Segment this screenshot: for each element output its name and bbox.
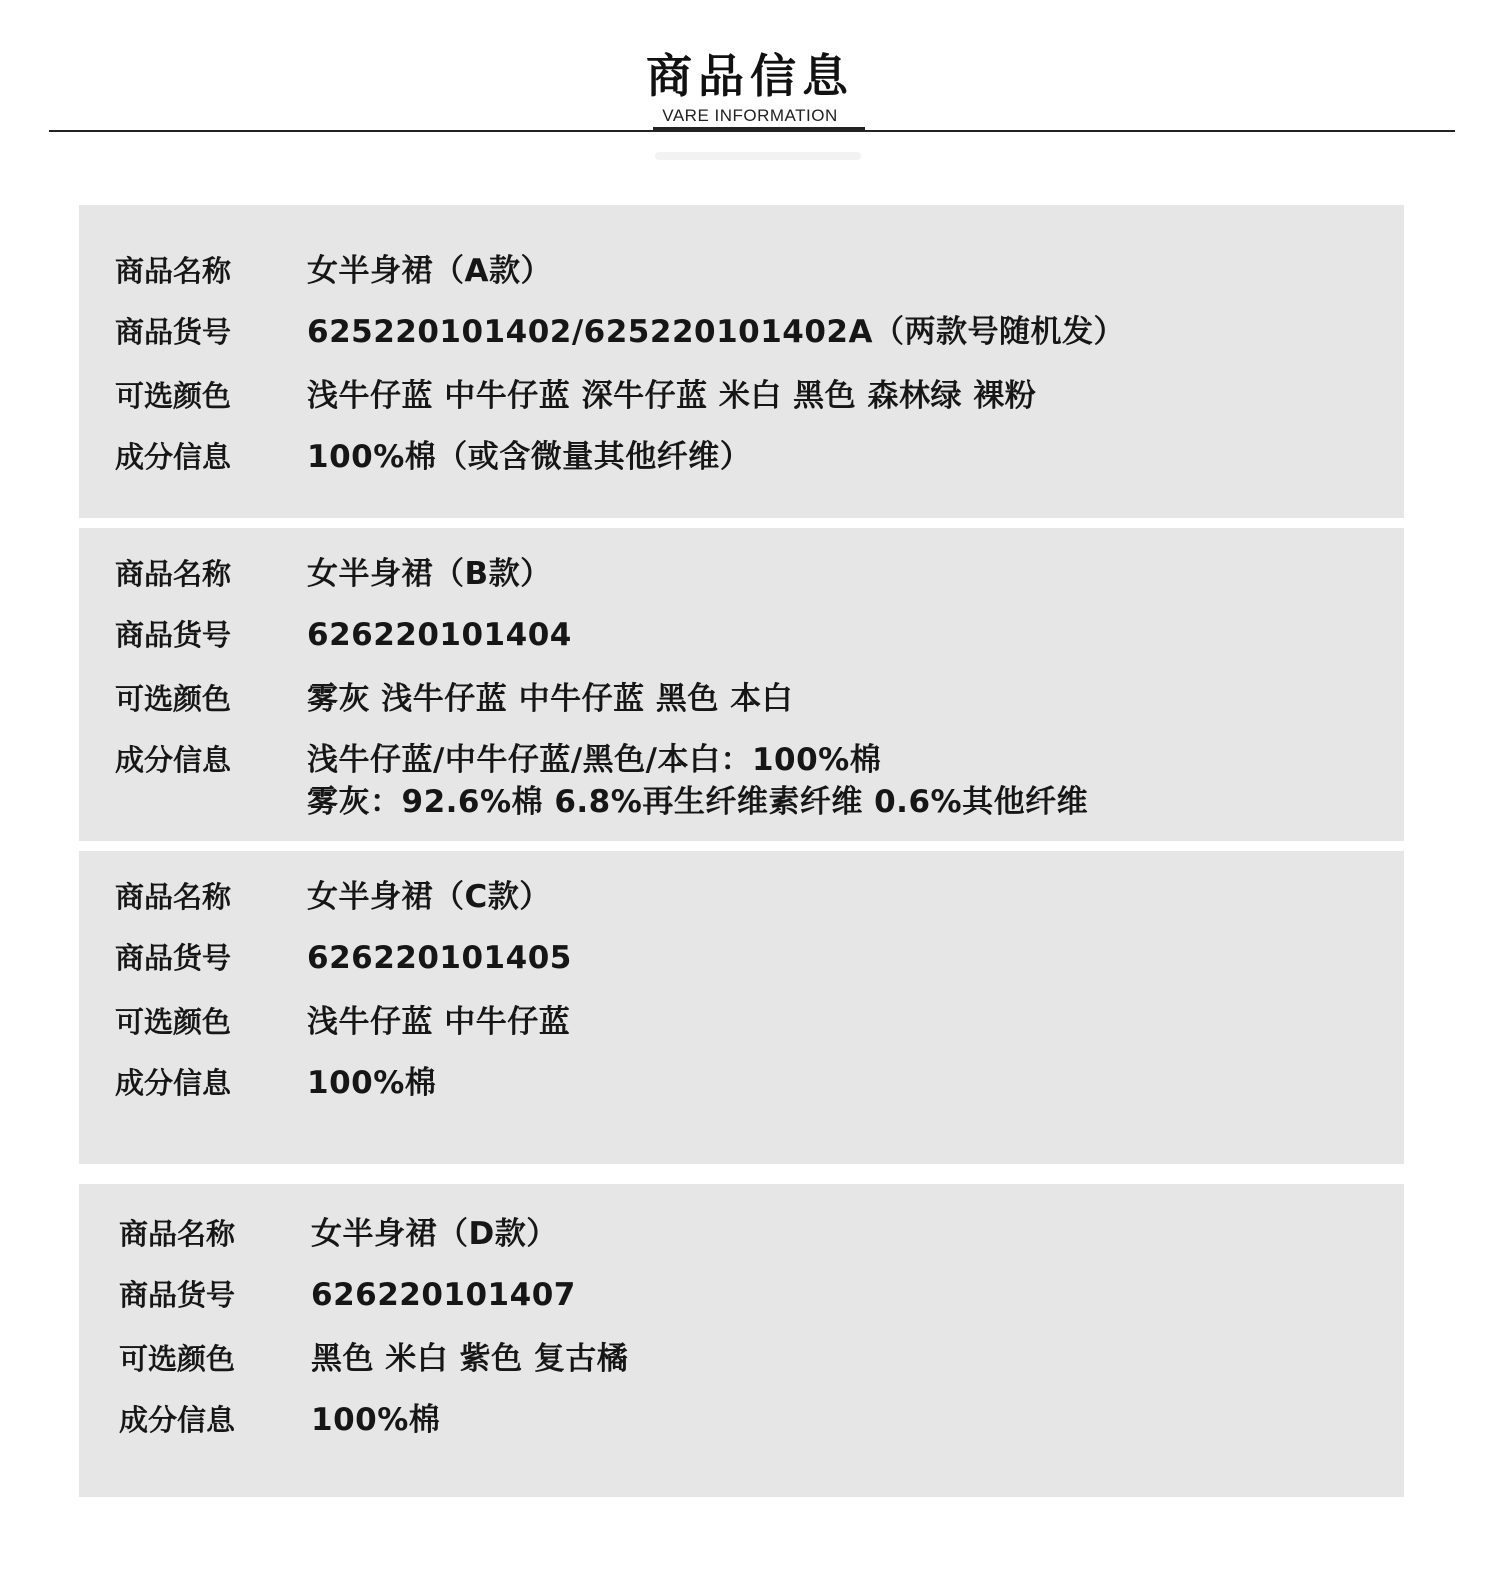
- product-name-label: 商品名称: [115, 880, 232, 914]
- product-colors-value: 雾灰 浅牛仔蓝 中牛仔蓝 黑色 本白: [307, 681, 794, 717]
- product-composition-label: 成分信息: [115, 440, 232, 474]
- product-composition-row: [115, 436, 1384, 478]
- product-colors-row: [115, 1001, 1384, 1043]
- product-sku-value: 626220101404: [307, 617, 572, 653]
- product-sku-value: 625220101402/625220101402A（两款号随机发）: [307, 314, 1125, 350]
- section-title: 商品信息: [646, 49, 854, 103]
- title-shadow: [655, 152, 861, 160]
- product-sku-row: [119, 1274, 1384, 1316]
- product-name-value: 女半身裙（D款）: [311, 1216, 558, 1252]
- product-name-row: [115, 250, 1384, 292]
- product-panel-a: [79, 205, 1404, 518]
- product-composition-row: [115, 739, 1384, 823]
- product-sku-value: 626220101405: [307, 940, 572, 976]
- product-name-label: 商品名称: [119, 1217, 236, 1251]
- product-composition-value: 100%棉: [311, 1402, 441, 1438]
- product-colors-value: 浅牛仔蓝 中牛仔蓝 深牛仔蓝 米白 黑色 森林绿 裸粉: [307, 378, 1037, 414]
- product-colors-row: [119, 1338, 1384, 1380]
- product-sku-row: [115, 311, 1384, 353]
- product-sku-label: 商品货号: [115, 618, 232, 652]
- product-sku-label: 商品货号: [115, 941, 232, 975]
- product-composition-row: [119, 1399, 1384, 1441]
- product-name-value: 女半身裙（A款）: [307, 253, 552, 289]
- product-composition-label: 成分信息: [115, 1066, 232, 1100]
- product-composition-value: [307, 739, 1384, 823]
- product-composition-label: 成分信息: [119, 1403, 236, 1437]
- product-panel-b: [79, 528, 1404, 841]
- product-composition-row: [115, 1062, 1384, 1104]
- section-subtitle: VARE INFORMATION: [662, 106, 838, 125]
- product-colors-value: 浅牛仔蓝 中牛仔蓝: [307, 1004, 571, 1040]
- product-sku-row: [115, 937, 1384, 979]
- product-name-value: 女半身裙（B款）: [307, 556, 552, 592]
- product-composition-label: 成分信息: [115, 743, 232, 777]
- product-sku-label: 商品货号: [119, 1278, 236, 1312]
- composition-line-1: 浅牛仔蓝/中牛仔蓝/黑色/本白：100%棉: [307, 742, 882, 778]
- product-colors-value: 黑色 米白 紫色 复古橘: [311, 1341, 629, 1377]
- product-colors-label: 可选颜色: [119, 1342, 236, 1376]
- product-name-value: 女半身裙（C款）: [307, 879, 551, 915]
- product-name-row: [119, 1213, 1384, 1255]
- product-panel-d: [79, 1184, 1404, 1497]
- composition-line-2: 雾灰：92.6%棉 6.8%再生纤维素纤维 0.6%其他纤维: [307, 784, 1089, 820]
- product-colors-row: [115, 375, 1384, 417]
- product-colors-row: [115, 678, 1384, 720]
- title-underline: [653, 127, 865, 131]
- product-sku-value: 626220101407: [311, 1277, 576, 1313]
- product-composition-value: 100%棉（或含微量其他纤维）: [307, 439, 752, 475]
- product-name-label: 商品名称: [115, 254, 232, 288]
- product-composition-value: 100%棉: [307, 1065, 437, 1101]
- product-panel-c: [79, 851, 1404, 1164]
- section-header: [0, 0, 1500, 170]
- product-colors-label: 可选颜色: [115, 1005, 232, 1039]
- product-sku-label: 商品货号: [115, 315, 232, 349]
- product-name-label: 商品名称: [115, 557, 232, 591]
- product-colors-label: 可选颜色: [115, 379, 232, 413]
- product-name-row: [115, 876, 1384, 918]
- product-sku-row: [115, 614, 1384, 656]
- product-name-row: [115, 553, 1384, 595]
- product-colors-label: 可选颜色: [115, 682, 232, 716]
